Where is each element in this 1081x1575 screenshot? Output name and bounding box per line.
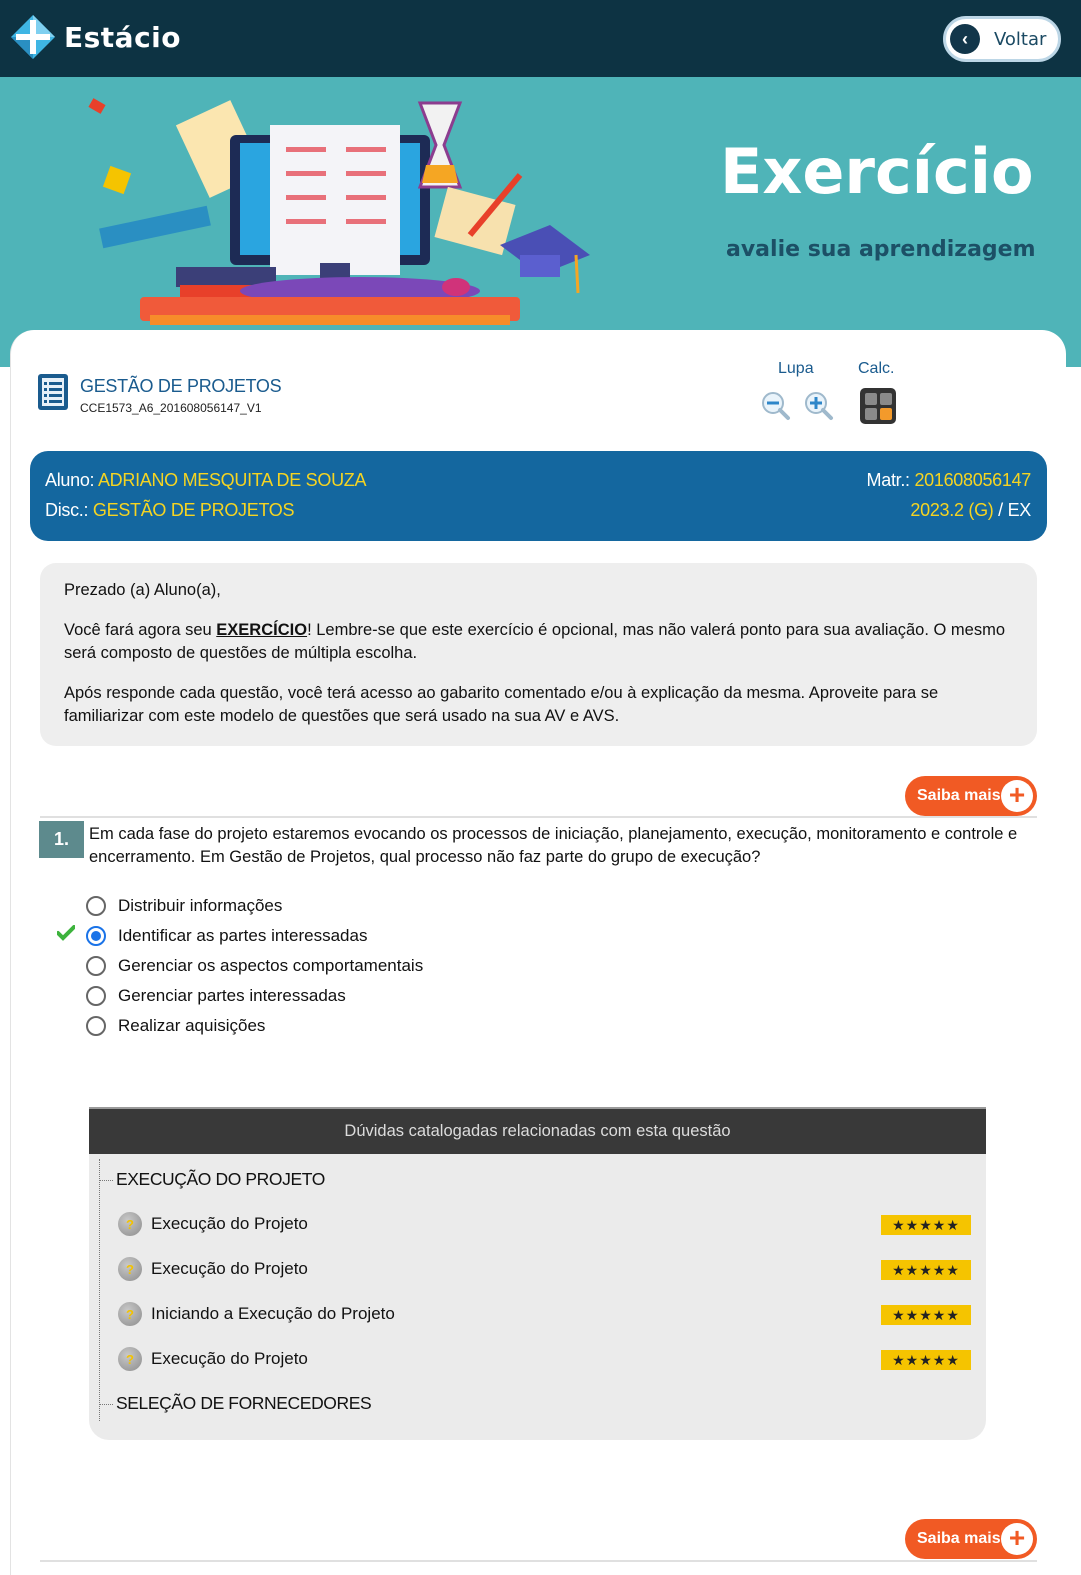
- hero-subtitle: avalie sua aprendizagem: [726, 237, 1036, 262]
- question-divider: [40, 816, 1037, 818]
- doubt-item-label: Iniciando a Execução do Projeto: [151, 1304, 395, 1323]
- option-label: Gerenciar partes interessadas: [118, 986, 346, 1005]
- exercise-emphasis: EXERCÍCIO: [216, 621, 308, 639]
- student-info-bar: [30, 451, 1047, 541]
- zoom-out-icon[interactable]: [760, 390, 792, 422]
- question-number: 1.: [39, 821, 84, 858]
- student-row: [45, 470, 366, 491]
- doubt-item[interactable]: [118, 1257, 308, 1281]
- radio-button[interactable]: [86, 986, 106, 1006]
- mode-value: / EX: [998, 500, 1031, 520]
- question-mark-icon: ?: [118, 1257, 142, 1281]
- correct-check-icon: [57, 925, 75, 941]
- period-row: [910, 500, 1031, 521]
- matr-label: Matr.:: [866, 470, 910, 490]
- study-illustration: [80, 95, 620, 335]
- top-bar: [0, 0, 1081, 77]
- doubt-item[interactable]: [118, 1302, 395, 1326]
- doubt-item[interactable]: [118, 1212, 308, 1236]
- option-label: Gerenciar os aspectos comportamentais: [118, 956, 424, 975]
- option-1[interactable]: [86, 891, 423, 921]
- plus-icon: +: [1001, 780, 1033, 812]
- doubt-category[interactable]: SELEÇÃO DE FORNECEDORES: [116, 1393, 372, 1413]
- matricula-row: [867, 470, 1031, 491]
- saiba-mais-label: Saiba mais: [917, 787, 1001, 804]
- rating-stars: ★★★★★: [881, 1260, 971, 1280]
- instructions-paragraph-1: Você fará agora seu EXERCÍCIO! Lembre-se que este exercício é opcional, mas não valerá ponto para sua avaliação. O mesmo será composto de questões de múltipla escolha.: [64, 621, 1006, 662]
- course-title: GESTÃO DE PROJETOS: [80, 376, 282, 396]
- question-mark-icon: ?: [118, 1212, 142, 1236]
- related-doubts-panel: [89, 1107, 986, 1440]
- greeting: Prezado (a) Aluno(a),: [64, 581, 221, 599]
- option-label: Identificar as partes interessadas: [118, 926, 368, 945]
- doubts-header: Dúvidas catalogadas relacionadas com esta questão: [89, 1107, 986, 1154]
- hero-title: Exercício: [720, 135, 1034, 208]
- document-list-icon: [36, 372, 70, 412]
- disc-label: Disc.:: [45, 500, 89, 520]
- saiba-mais-label: Saiba mais: [917, 1530, 1001, 1547]
- aluno-label: Aluno:: [45, 470, 95, 490]
- option-3[interactable]: [86, 951, 423, 981]
- doubt-item[interactable]: [118, 1347, 308, 1371]
- course-header: [36, 372, 281, 415]
- doubt-item-label: Execução do Projeto: [151, 1349, 308, 1368]
- saiba-mais-button[interactable]: [905, 1519, 1037, 1559]
- rating-stars: ★★★★★: [881, 1215, 971, 1235]
- tree-line: [99, 1159, 100, 1421]
- option-2[interactable]: [86, 921, 423, 951]
- back-button[interactable]: [943, 16, 1061, 62]
- student-name: ADRIANO MESQUITA DE SOUZA: [97, 470, 367, 490]
- discipline-name: GESTÃO DE PROJETOS: [92, 500, 295, 520]
- lupa-label: Lupa: [778, 360, 814, 377]
- option-label: Realizar aquisições: [118, 1016, 266, 1035]
- brand-name: Estácio: [64, 20, 182, 54]
- zoom-in-icon[interactable]: [803, 390, 835, 422]
- doubt-category[interactable]: EXECUÇÃO DO PROJETO: [116, 1169, 325, 1189]
- instructions-paragraph-2: Após responde cada questão, você terá acesso ao gabarito comentado e/ou à explicação da mesma. Aproveite para se familiarizar com este modelo de questões que será usado na sua AV e AVS.: [64, 684, 939, 725]
- question-mark-icon: ?: [118, 1347, 142, 1371]
- saiba-mais-button[interactable]: [905, 776, 1037, 816]
- plus-icon: +: [1001, 1523, 1033, 1555]
- calc-label: Calc.: [858, 360, 895, 377]
- radio-button[interactable]: [86, 956, 106, 976]
- option-label: Distribuir informações: [118, 896, 283, 915]
- instructions-box: [40, 563, 1037, 746]
- discipline-row: [45, 500, 294, 521]
- option-5[interactable]: [86, 1011, 423, 1041]
- rating-stars: ★★★★★: [881, 1305, 971, 1325]
- rating-stars: ★★★★★: [881, 1350, 971, 1370]
- matricula-value: 201608056147: [914, 470, 1031, 490]
- hero-banner: [0, 77, 1081, 367]
- radio-button-selected[interactable]: [86, 926, 106, 946]
- doubt-item-label: Execução do Projeto: [151, 1259, 308, 1278]
- question-divider: [40, 1560, 1037, 1562]
- estacio-logo[interactable]: [10, 14, 181, 60]
- doubt-item-label: Execução do Projeto: [151, 1214, 308, 1233]
- question-text: Em cada fase do projeto estaremos evocando os processos de iniciação, planejamento, execução, monitoramento e controle e encerramento. Em Gestão de Projetos, qual processo não faz parte do grupo de execução?: [89, 825, 1018, 866]
- option-4[interactable]: [86, 981, 423, 1011]
- course-code: CCE1573_A6_201608056147_V1: [80, 401, 262, 415]
- chevron-left-icon: ‹: [950, 24, 980, 54]
- answer-options: [86, 891, 423, 1041]
- period-value: 2023.2 (G): [910, 500, 994, 520]
- radio-button[interactable]: [86, 896, 106, 916]
- question-mark-icon: ?: [118, 1302, 142, 1326]
- calculator-icon[interactable]: [859, 387, 897, 425]
- back-button-label: Voltar: [994, 28, 1047, 50]
- radio-button[interactable]: [86, 1016, 106, 1036]
- estacio-logo-icon: [10, 14, 56, 60]
